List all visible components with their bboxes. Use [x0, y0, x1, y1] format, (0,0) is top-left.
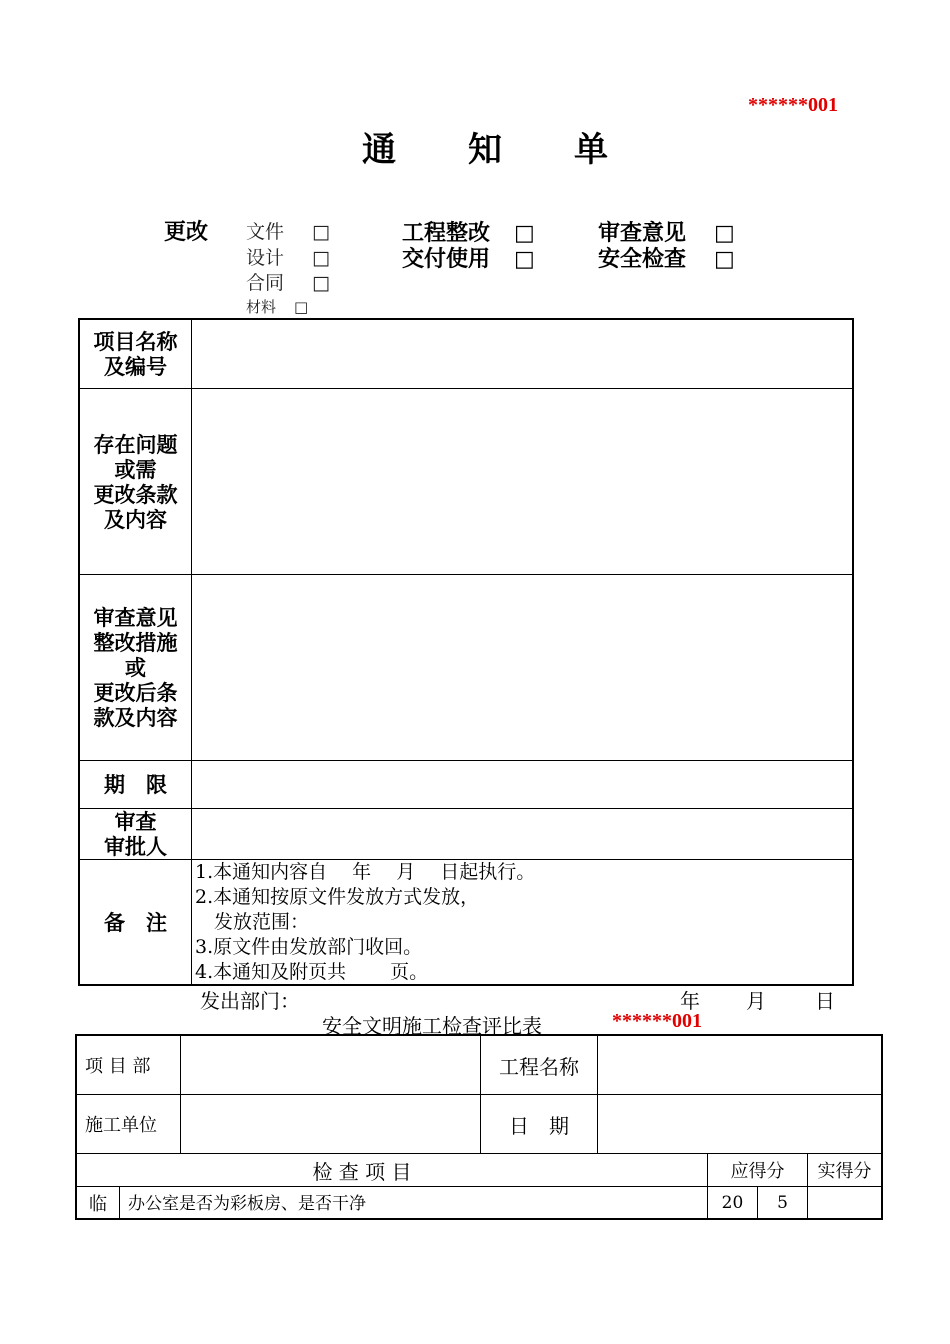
row-label-review: 审查意见 整改措施 或 更改后条 款及内容	[80, 575, 192, 760]
evaluation-code: ******001	[612, 1010, 702, 1032]
change-label: 更改	[164, 219, 209, 245]
date-year: 年	[680, 989, 700, 1013]
date-field[interactable]	[598, 1095, 881, 1153]
notice-code: ******001	[748, 94, 838, 116]
title-char-2: 知	[468, 130, 502, 170]
option-contract-checkbox[interactable]: □	[312, 272, 330, 294]
row-review	[80, 575, 852, 761]
actual-score-header: 实得分	[817, 1161, 872, 1182]
row-approver	[80, 809, 852, 860]
remark-item: 发放范围：	[195, 911, 310, 933]
construction-unit-label: 施工单位	[77, 1095, 181, 1153]
option-file[interactable]	[246, 217, 330, 244]
option-contract[interactable]	[246, 268, 330, 295]
eval-row-unit	[77, 1095, 881, 1154]
option-contract-label: 合同	[246, 272, 285, 294]
field-deadline[interactable]	[192, 761, 852, 808]
check-items-header: 检 查 项 目	[77, 1154, 708, 1186]
option-rectification-checkbox[interactable]: □	[514, 221, 535, 246]
row-remarks	[80, 860, 852, 984]
date-label: 日 期	[481, 1095, 598, 1153]
issuer-label: 发出部门：	[200, 989, 300, 1013]
remark-item: 4.本通知及附页共 页。	[195, 961, 429, 983]
evaluation-title: 安全文明施工检查评比表	[322, 1014, 542, 1038]
row-label-remarks: 备 注	[80, 860, 192, 984]
field-project-name[interactable]	[192, 320, 852, 388]
option-safety-check[interactable]	[598, 242, 735, 273]
title-char-3: 单	[574, 130, 608, 170]
option-material-label: 材料	[246, 298, 277, 316]
option-design-label: 设计	[246, 247, 285, 269]
remark-item: 2.本通知按原文件发放方式发放，	[195, 886, 480, 908]
row-category: 临	[77, 1187, 120, 1218]
table-row	[77, 1187, 881, 1218]
notice-table	[78, 318, 854, 986]
row-due-score: 20	[708, 1187, 758, 1218]
option-delivery[interactable]	[402, 242, 535, 273]
option-safety-check-checkbox[interactable]: □	[714, 247, 735, 272]
option-delivery-checkbox[interactable]: □	[514, 247, 535, 272]
row-deadline	[80, 761, 852, 809]
eval-row-header	[77, 1154, 881, 1187]
row-label-deadline: 期 限	[80, 761, 192, 808]
option-file-checkbox[interactable]: □	[312, 221, 330, 243]
option-safety-check-label: 安全检查	[598, 246, 687, 272]
option-review-opinion-label: 审查意见	[598, 220, 687, 246]
row-label-project-name: 项目名称 及编号	[80, 320, 192, 388]
option-design-checkbox[interactable]: □	[312, 247, 330, 269]
page-title	[362, 122, 622, 170]
row-label-approver: 审查 审批人	[80, 809, 192, 859]
row-item: 办公室是否为彩板房、是否干净	[120, 1187, 708, 1218]
construction-unit-field[interactable]	[181, 1095, 481, 1153]
option-design[interactable]	[246, 243, 330, 270]
option-rectification-label: 工程整改	[402, 220, 491, 246]
row-deduct-score: 5	[758, 1187, 808, 1218]
date-month: 月	[746, 989, 766, 1013]
row-project-name	[80, 320, 852, 389]
remark-item: 1.本通知内容自 年 月 日起执行。	[195, 861, 536, 883]
remark-item: 3.原文件由发放部门收回。	[195, 936, 423, 958]
evaluation-table	[75, 1034, 883, 1220]
project-name-field[interactable]	[598, 1036, 881, 1094]
option-delivery-label: 交付使用	[402, 246, 491, 272]
project-name-label: 工程名称	[481, 1036, 598, 1094]
option-review-opinion-checkbox[interactable]: □	[714, 221, 735, 246]
eval-row-project	[77, 1036, 881, 1095]
remarks-list	[192, 860, 852, 984]
project-dept-label: 项 目 部	[77, 1036, 181, 1094]
field-review[interactable]	[192, 575, 852, 760]
field-approver[interactable]	[192, 809, 852, 859]
title-char-1: 通	[362, 130, 396, 170]
option-material-checkbox[interactable]: □	[294, 298, 309, 316]
date-day: 日	[815, 989, 835, 1013]
field-issues[interactable]	[192, 389, 852, 574]
row-label-issues: 存在问题 或需 更改条款 及内容	[80, 389, 192, 574]
option-file-label: 文件	[246, 221, 285, 243]
row-actual-score[interactable]	[808, 1187, 881, 1218]
row-issues	[80, 389, 852, 575]
due-score-header: 应得分	[708, 1154, 808, 1186]
project-dept-field[interactable]	[181, 1036, 481, 1094]
option-material[interactable]	[246, 296, 308, 317]
